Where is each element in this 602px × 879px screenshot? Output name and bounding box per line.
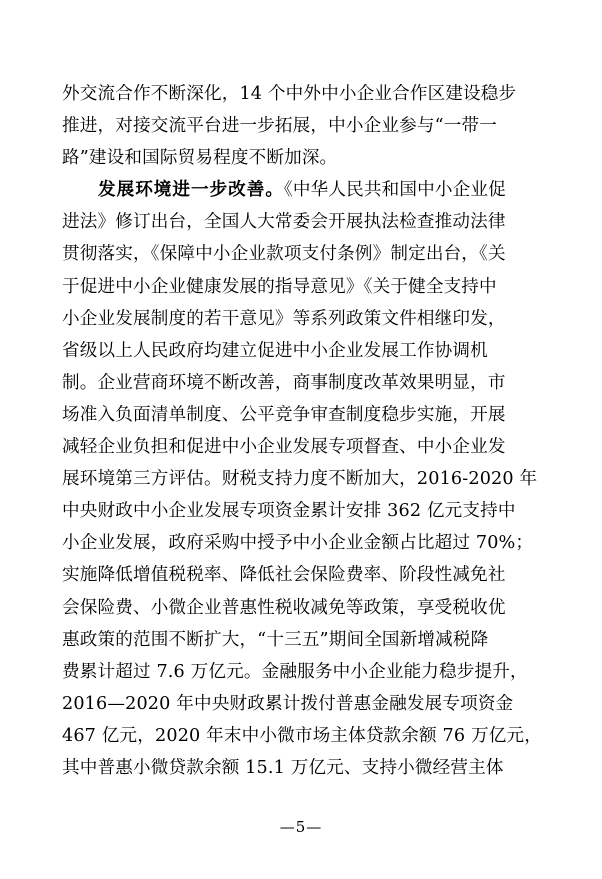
text-line: 于促进中小企业健康发展的指导意见》《关于健全支持中	[62, 276, 497, 297]
text-line: 467 亿元，2020 年末中小微市场主体贷款余额 76 万亿元，	[62, 725, 542, 746]
text-line: 减轻企业负担和促进中小企业发展专项督查、中小企业发	[62, 437, 506, 458]
text-span: 《中华人民共和国中小企业促	[283, 180, 506, 201]
bold-lead-heading: 发展环境进一步改善。	[98, 180, 284, 201]
text-line: 外交流合作不断深化，14 个中外中小企业合作区建设稳步	[62, 84, 517, 104]
text-line: 2016—2020 年中央财政累计拨付普惠金融发展专项资金	[62, 693, 514, 714]
text-line: 会保险费、小微企业普惠性税收减免等政策，享受税收优	[62, 597, 506, 618]
text-line: 费累计超过 7.6 万亿元。金融服务中小企业能力稳步提升，	[62, 661, 528, 682]
text-line: 省级以上人民政府均建立促进中小企业发展工作协调机	[62, 340, 488, 361]
page-number: —5—	[279, 818, 323, 836]
text-line: 其中普惠小微贷款余额 15.1 万亿元、支持小微经营主体	[62, 757, 504, 778]
text-line: 惠政策的范围不断扩大，“十三五”期间全国新增减税降	[62, 629, 489, 650]
text-line: 实施降低增值税税率、降低社会保险费率、阶段性减免社	[62, 565, 506, 586]
text-line: 路”建设和国际贸易程度不断加深。	[62, 148, 338, 169]
paragraph-first-line	[62, 174, 544, 206]
text-line: 小企业发展制度的若干意见》等系列政策文件相继印发，	[62, 308, 506, 329]
text-line: 展环境第三方评估。财税支持力度不断加大，2016-2020 年	[62, 469, 538, 490]
text-line: 推进，对接交流平台进一步拓展，中小企业参与“一带一	[62, 116, 497, 137]
body-text	[62, 78, 544, 784]
text-line: 场准入负面清单制度、公平竞争审查制度稳步实施，开展	[62, 404, 506, 425]
text-line: 制。企业营商环境不断改善，商事制度改革效果明显，市	[62, 372, 506, 393]
text-line: 进法》修订出台，全国人大常委会开展执法检查推动法律	[62, 212, 506, 233]
text-line: 小企业发展，政府采购中授予中小企业金额占比超过 70%；	[62, 533, 534, 554]
text-line: 贯彻落实，《保障中小企业款项支付条例》制定出台，《关	[62, 244, 506, 265]
text-line: 中央财政中小企业发展专项资金累计安排 362 亿元支持中	[62, 501, 516, 522]
